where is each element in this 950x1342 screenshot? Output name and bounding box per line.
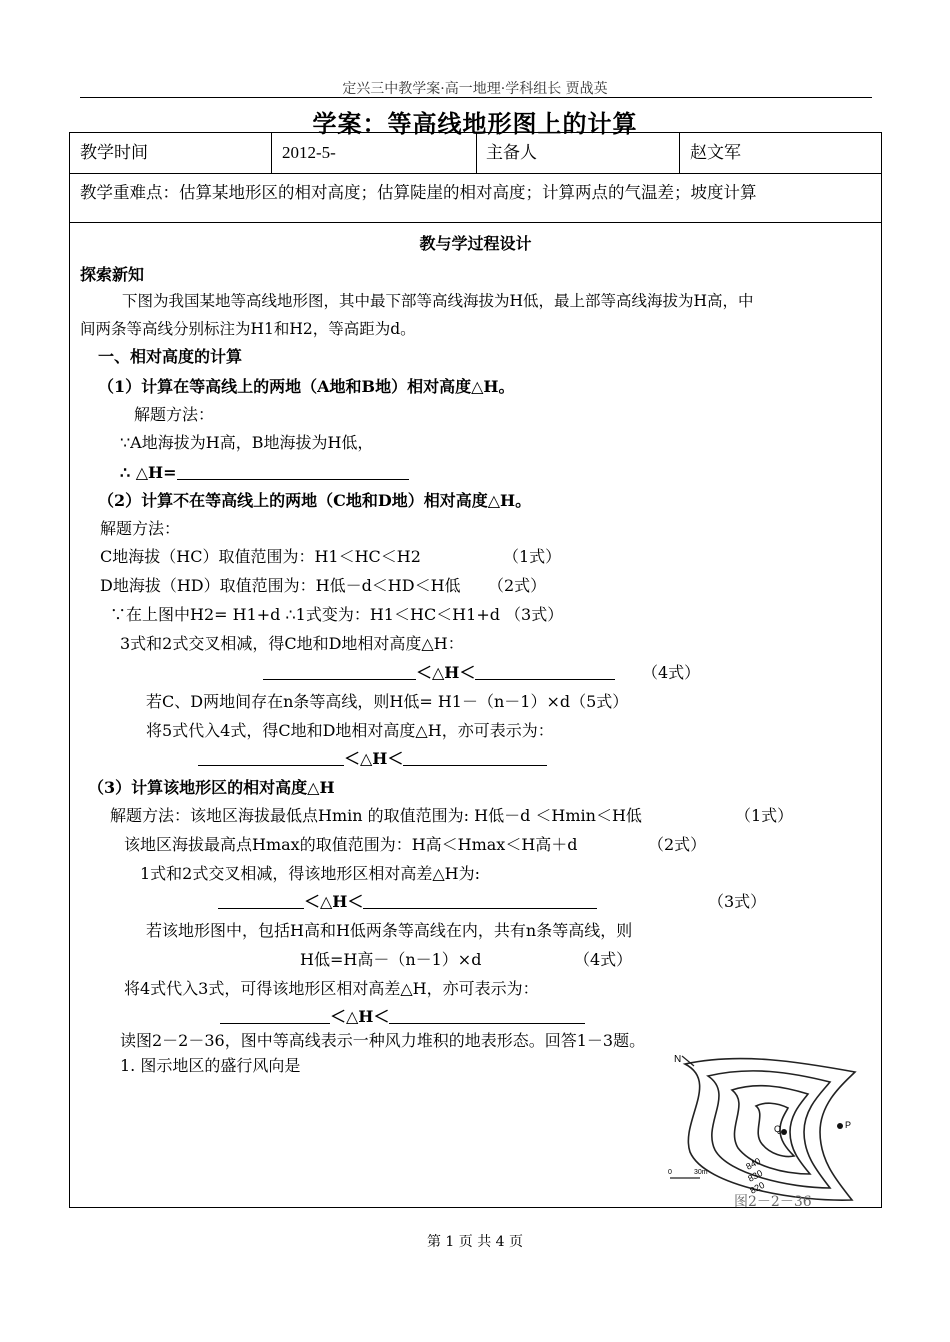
q1-line-1: ∵A地海拔为H高，B地海拔为H低， [120,433,374,452]
col-divider [476,133,477,173]
q3-line-2: 该地区海拔最高点Hmax的取值范围为：H高＜Hmax＜H高＋d [124,835,578,854]
q2-line-8 [198,749,547,769]
scale-thirty: 30m [694,1169,708,1176]
col-divider [679,133,680,173]
q2-line-7: 将5式代入4式，得C地和D地相对高度△H，亦可表示为： [146,721,554,740]
contour-label-830: 830 [746,1167,765,1184]
design-title: 教与学过程设计 [419,234,532,253]
north-label: N [674,1054,682,1065]
q1-method: 解题方法： [134,405,215,424]
figure-caption: 图2－2－36 [734,1194,812,1210]
q2-line-2: D地海拔（HD）取值范围为：H低－d＜HD＜H低 [100,576,461,595]
contour-label-840: 840 [744,1155,763,1172]
q1-line-2 [120,463,409,483]
page-footer: 第 1 页 共 4 页 [426,1234,524,1250]
scale-zero: 0 [668,1169,672,1176]
q3-line-3: 1式和2式交叉相减，得该地形区相对高差△H为: [140,864,481,883]
answer-blank[interactable] [218,892,304,909]
q2-line-2-tag: （2式） [488,576,547,595]
q2-line-1: C地海拔（HC）取值范围为：H1＜HC＜H2 [100,547,421,566]
q2-line-4: 3式和2式交叉相减，得C地和D地相对高度△H： [120,634,464,653]
point-q-label: Q [774,1124,782,1134]
q3-line-8 [220,1007,585,1027]
section-1-heading: 一、相对高度的计算 [98,347,243,366]
answer-blank[interactable] [177,463,409,480]
q3-line-6-tag: （4式） [574,950,633,969]
q2-line-6: 若C、D两地间存在n条等高线，则H低= H1－（n－1）×d（5式） [146,692,629,711]
document-title: 学案：等高线地形图上的计算 [312,109,638,138]
q3-line-1-tag: （1式） [735,806,794,825]
contour-820 [685,1059,855,1201]
time-label: 教学时间 [80,143,148,163]
row-divider [70,222,881,223]
q3-line-5: 若该地形图中，包括H高和H低两条等高线在内，共有n条等高线，则 [146,921,633,940]
q3-line-6: H低=H高－（n－1）×d [300,950,482,969]
q3-line-4-mid: ＜△H＜ [304,892,364,911]
q3-line-8-mid: ＜△H＜ [330,1007,390,1026]
contour-label-820: 820 [748,1179,767,1196]
col-divider [271,133,272,173]
q3-line-4-tag: （3式） [708,892,767,911]
answer-blank[interactable] [389,1007,585,1024]
reading-prompt: 读图2－2－36，图中等高线表示一种风力堆积的地表形态。回答1－3题。 [120,1031,646,1050]
contour-840 [732,1086,810,1174]
question-3: （3）计算该地形区的相对高度△H [88,778,335,797]
point-p-label: P [845,1120,852,1130]
q3-line-4 [218,892,597,912]
q1-formula-label: ∴ △H= [120,463,177,482]
lesson-table [69,132,882,1208]
q2-line-8-mid: ＜△H＜ [344,749,404,768]
answer-blank[interactable] [263,663,416,680]
answer-blank[interactable] [198,749,344,766]
teaching-focus: 教学重难点：估算某地形区的相对高度；估算陡崖的相对高度；计算两点的气温差；坡度计算 [80,183,757,202]
north-arrow [682,1056,694,1066]
q2-line-1-tag: （1式） [503,547,562,566]
q2-line-3: ∵在上图中H2= H1+d ∴1式变为：H1＜HC＜H1+d （3式） [110,605,564,624]
header-rule [80,97,872,98]
contour-830 [708,1071,830,1188]
q2-line-5-mid: ＜△H＜ [416,663,476,682]
question-2: （2）计算不在等高线上的两地（C地和D地）相对高度△H。 [98,491,532,510]
question-1: （1）计算在等高线上的两地（A地和B地）相对高度△H。 [98,377,515,396]
time-value: 2012-5- [282,143,336,162]
explore-heading: 探索新知 [80,265,145,284]
q3-line-1: 解题方法：该地区海拔最低点Hmin 的取值范围为: H低－d ＜Hmin＜H低 [110,806,642,825]
q3-line-7: 将4式代入3式，可得该地形区相对高差△H，亦可表示为： [124,979,539,998]
answer-blank[interactable] [475,663,615,680]
question-item-1: 1. 图示地区的盛行风向是 [120,1056,301,1075]
dune-contour-map [660,1052,870,1210]
answer-blank[interactable] [363,892,597,909]
preparer-label: 主备人 [486,143,537,163]
q3-line-2-tag: （2式） [648,835,707,854]
answer-blank[interactable] [403,749,547,766]
answer-blank[interactable] [220,1007,330,1024]
row-divider [70,173,881,174]
page-header: 定兴三中教学案·高一地理·学科组长 贾战英 [342,81,608,97]
q2-method: 解题方法： [100,519,181,538]
preparer-value: 赵文军 [690,143,741,163]
q2-line-5-tag: （4式） [642,663,701,682]
contour-figure [660,1052,870,1210]
intro-line-2: 间两条等高线分别标注为H1和H2，等高距为d。 [80,320,416,338]
intro-line-1: 下图为我国某地等高线地形图，其中最下部等高线海拔为H低，最上部等高线海拔为H高，中 [122,292,754,310]
q2-line-5 [263,663,615,683]
